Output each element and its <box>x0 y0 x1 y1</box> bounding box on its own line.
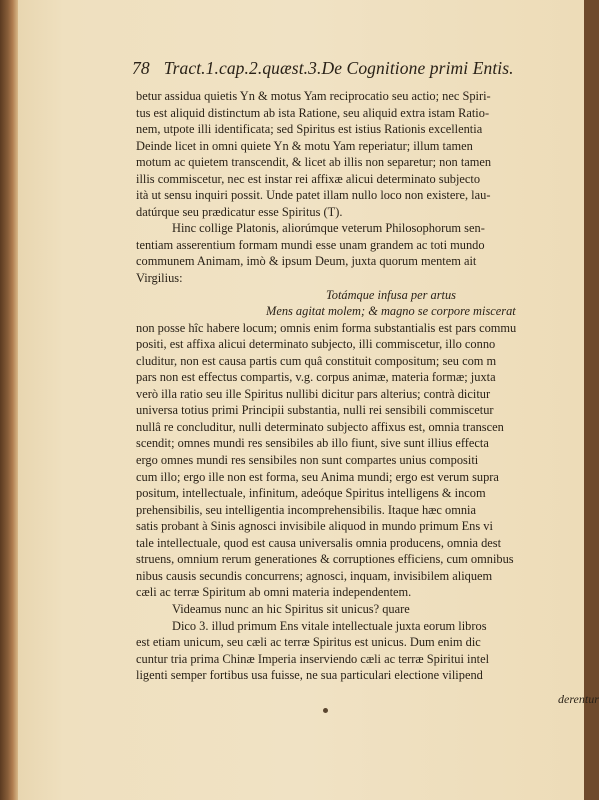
text-line: motum ac quietem transcendit, & licet ab illis non separetur; non tamen <box>136 155 492 170</box>
text-line: positi, est affixa alicui determinato subjecto, illi commiscetur, illo conno <box>136 337 496 352</box>
paragraph-start-line: Dico 3. illud primum Ens vitale intellectuale juxta eorum libros <box>172 618 487 633</box>
page-number: 78 <box>132 58 150 78</box>
text-line: cum illo; ergo ille non est forma, seu Anima mundi; ergo est verum supra <box>136 469 499 484</box>
text-line: struens, omnium rerum generationes & corruptiones efficiens, cum omnibus <box>136 552 514 567</box>
text-line: prehensibilis, seu intelligentia incomprehensibilis. Itaque hæc omnia <box>136 502 476 517</box>
text-line: cluditur, non est causa partis cum quâ constituit compositum; seu com m <box>136 353 497 368</box>
text-line: pars non est effectus compartis, v.g. corpus animæ, materia formæ; juxta <box>136 370 496 385</box>
text-line: nullâ re concluditur, nulli determinato subjecto affixus est, omnia transcen <box>136 419 504 434</box>
text-line: illis commiscetur, nec est instar rei affixæ alicui determinato subjecto <box>136 171 481 186</box>
catchword: derentur <box>558 692 599 706</box>
page-body <box>136 88 596 684</box>
text-line: tale intellectuale, quod est causa universalis omnia producens, omnia dest <box>136 535 502 550</box>
text-line: nibus causis secundis concurrens; agnosci, inquam, invisibilem aliquem <box>136 568 493 583</box>
running-head: Tract.1.cap.2.quæst.3.De Cognitione primi Entis. <box>163 58 514 78</box>
text-line: satis probant à Sinis agnosci invisibile aliquod in mundo primum Ens vi <box>136 519 493 534</box>
verse-line: Totámque infusa per artus <box>326 287 457 302</box>
text-line: est etiam unicum, seu cæli ac terræ Spiritus est unicus. Dum enim dic <box>136 635 481 650</box>
text-line: ergo omnes mundi res sensibiles non sunt compartes unius compositi <box>136 453 479 468</box>
text-line: scendit; omnes mundi res sensibiles ab illo fiunt, sive sunt illius effecta <box>136 436 489 451</box>
book-page <box>18 0 599 800</box>
ink-mark <box>323 708 328 713</box>
text-line: universa totius primi Principii substantia, nulli rei sensibili commiscetur <box>136 403 494 418</box>
text-line: Deinde licet in omni quiete Yn & motu Yam reperiatur; illum tamen <box>136 138 473 153</box>
text-line: Virgilius: <box>136 271 183 286</box>
text-line: datúrque seu prædicatur esse Spiritus (T). <box>136 204 343 219</box>
paragraph-start-line: Videamus nunc an hic Spiritus sit unicus? quare <box>172 601 410 616</box>
text-line: communem Animam, imò & ipsum Deum, juxta quorum mentem ait <box>136 254 477 269</box>
text-line: tus est aliquid distinctum ab ista Ratione, seu aliquid extra istam Ratio- <box>136 105 490 120</box>
text-line: ligenti semper fortibus usa fuisse, ne sua particulari electione vilipend <box>136 668 483 683</box>
page-header <box>132 58 592 79</box>
verse-line: Mens agitat molem; & magno se corpore miscerat <box>266 304 516 319</box>
text-line: cæli ac terræ Spiritum ab omni materia independentem. <box>136 585 412 600</box>
book-binding <box>0 0 18 800</box>
text-line: betur assidua quietis Yn & motus Yam reciprocatio seu actio; nec Spiri- <box>136 89 491 103</box>
text-line: positum, intellectuale, infinitum, adeóque Spiritus intelligens & incom <box>136 486 486 501</box>
text-line: nem, utpote illi identificata; sed Spiritus est istius Rationis excellentia <box>136 122 483 137</box>
text-line: ità ut sensu inquiri possit. Unde patet illam nullo loco non existere, lau- <box>136 188 491 203</box>
text-line: tentiam asserentium formam mundi esse unam grandem ac toti mundo <box>136 237 485 252</box>
text-line: non posse hîc habere locum; omnis enim forma substantialis est pars commu <box>136 320 517 335</box>
text-line: cuntur tria prima Chinæ Imperia inserviendo cæli ac terræ Spiritui intel <box>136 651 490 666</box>
paragraph-start-line: Hinc collige Platonis, aliorúmque veterum Philosophorum sen- <box>172 221 485 236</box>
text-line: verò illa ratio seu ille Spiritus nullibi dicitur pars alterius; contrà dicitur <box>136 386 491 401</box>
